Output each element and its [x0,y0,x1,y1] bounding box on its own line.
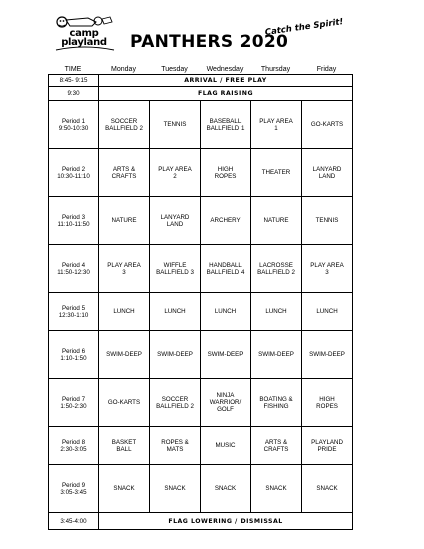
table-row [49,87,353,101]
table-row [49,379,353,427]
activity-cell: LUNCH [201,293,251,331]
activity-cell: LANYARD LAND [302,149,353,197]
activity-cell: PLAY AREA 3 [99,245,150,293]
activity-cell: MUSIC [201,427,251,465]
table-row [49,331,353,379]
time-cell: Period 6 1:10-1:50 [49,331,99,379]
header-tuesday: Tuesday [161,66,188,73]
all-week-activity-cell: FLAG LOWERING / DISMISSAL [99,513,353,530]
activity-cell: GO-KARTS [99,379,150,427]
activity-cell: WIFFLE BALLFIELD 3 [150,245,201,293]
table-row [49,427,353,465]
activity-cell: SNACK [201,465,251,513]
time-cell: 8:45- 9:15 [49,75,99,87]
table-row [49,293,353,331]
activity-cell: SNACK [302,465,353,513]
activity-cell: NATURE [251,197,302,245]
all-week-activity-cell: ARRIVAL / FREE PLAY [99,75,353,87]
activity-cell: LUNCH [99,293,150,331]
activity-cell: TENNIS [150,101,201,149]
time-cell: Period 7 1:50-2:30 [49,379,99,427]
activity-cell: ROPES & MATS [150,427,201,465]
activity-cell: TENNIS [302,197,353,245]
activity-cell: PLAY AREA 3 [302,245,353,293]
activity-cell: THEATER [251,149,302,197]
activity-cell: GO-KARTS [302,101,353,149]
time-cell: 9:30 [49,87,99,101]
activity-cell: HIGH ROPES [302,379,353,427]
activity-cell: SNACK [251,465,302,513]
time-cell: Period 2 10:30-11:10 [49,149,99,197]
time-cell: Period 4 11:50-12:30 [49,245,99,293]
table-row [49,197,353,245]
table-row [49,245,353,293]
activity-cell: HANDBALL BALLFIELD 4 [201,245,251,293]
all-week-activity-cell: FLAG RAISING [99,87,353,101]
time-cell: Period 5 12:30-1:10 [49,293,99,331]
logo-line-1: camp [69,28,99,39]
activity-cell: SWIM-DEEP [251,331,302,379]
activity-cell: PLAY AREA 1 [251,101,302,149]
logo-line-2: playland [61,37,107,48]
table-row [49,149,353,197]
activity-cell: SWIM-DEEP [201,331,251,379]
header-wednesday: Wednesday [206,66,244,73]
activity-cell: SWIM-DEEP [302,331,353,379]
table-row [49,465,353,513]
activity-cell: BASEBALL BALLFIELD 1 [201,101,251,149]
header-monday: Monday [111,66,136,73]
activity-cell: HIGH ROPES [201,149,251,197]
activity-cell: LUNCH [302,293,353,331]
activity-cell: ARTS & CRAFTS [251,427,302,465]
activity-cell: LUNCH [251,293,302,331]
camp-playland-logo [52,14,116,52]
time-cell: Period 9 3:05-3:45 [49,465,99,513]
activity-cell: BOATING & FISHING [251,379,302,427]
header-friday: Friday [316,66,337,73]
time-cell: 3:45-4:00 [49,513,99,530]
activity-cell: LANYARD LAND [150,197,201,245]
activity-cell: ARCHERY [201,197,251,245]
activity-cell: PLAYLAND PRIDE [302,427,353,465]
page-title: PANTHERS 2020 [130,32,289,52]
activity-cell: SWIM-DEEP [99,331,150,379]
activity-cell: BASKET BALL [99,427,150,465]
schedule-table [48,74,353,530]
activity-cell: ARTS & CRAFTS [99,149,150,197]
activity-cell: NINJA WARRIOR/ GOLF [201,379,251,427]
time-cell: Period 3 11:10-11:50 [49,197,99,245]
activity-cell: SNACK [150,465,201,513]
header-thursday: Thursday [260,66,291,73]
activity-cell: LACROSSE BALLFIELD 2 [251,245,302,293]
header-time: TIME [64,66,82,73]
activity-cell: PLAY AREA 2 [150,149,201,197]
activity-cell: SOCCER BALLFIELD 2 [150,379,201,427]
slogan: Catch the Spirit! [264,17,345,38]
activity-cell: SOCCER BALLFIELD 2 [99,101,150,149]
table-row [49,101,353,149]
table-row [49,513,353,530]
activity-cell: SNACK [99,465,150,513]
table-row [49,75,353,87]
activity-cell: SWIM-DEEP [150,331,201,379]
time-cell: Period 1 9:50-10:30 [49,101,99,149]
activity-cell: NATURE [99,197,150,245]
activity-cell: LUNCH [150,293,201,331]
time-cell: Period 8 2:30-3:05 [49,427,99,465]
